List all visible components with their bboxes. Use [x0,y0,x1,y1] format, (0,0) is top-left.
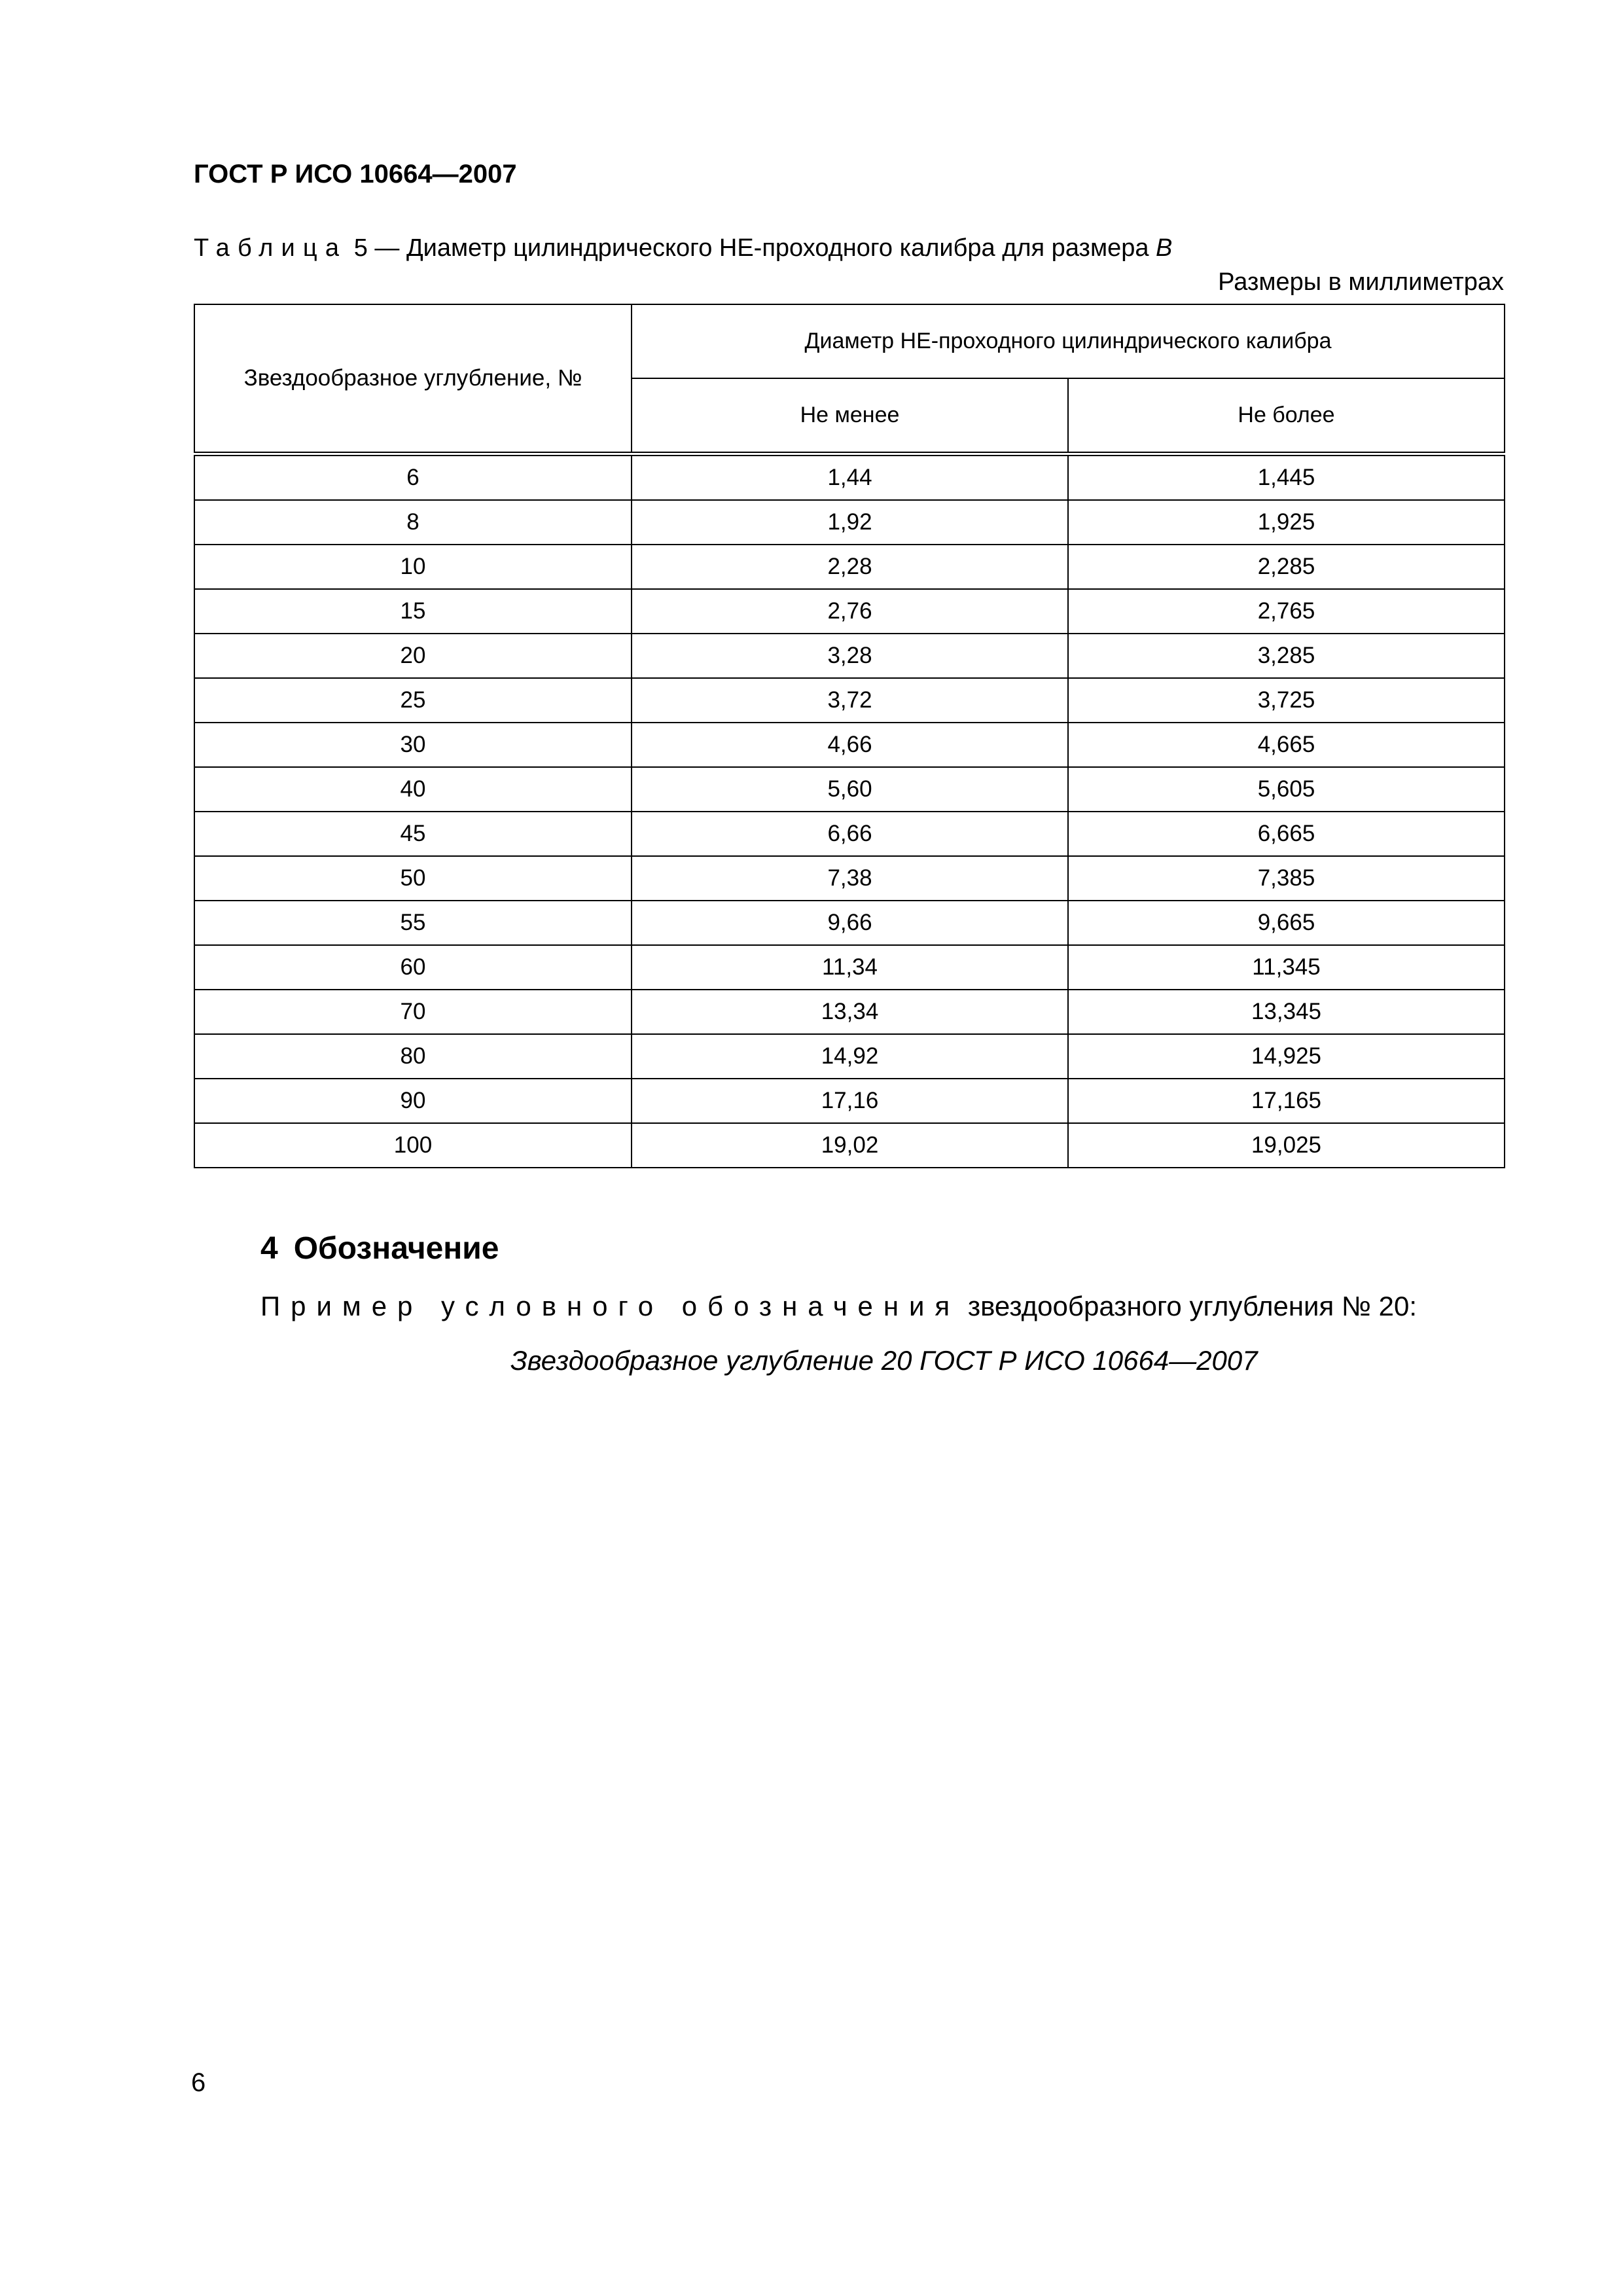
column-header-recess: Звездообразное углубление, № [194,304,632,454]
cell-diameter-max: 11,345 [1068,945,1505,990]
cell-recess-number: 6 [194,454,632,501]
designation-example: Звездообразное углубление 20 ГОСТ Р ИСО 10664—2007 [510,1345,1258,1376]
cell-diameter-min: 3,72 [632,678,1068,723]
table-row [194,723,1505,767]
cell-diameter-max: 7,385 [1068,856,1505,901]
section-title: Обозначение [293,1231,499,1266]
cell-diameter-min: 17,16 [632,1079,1068,1123]
table-body [194,454,1505,1168]
cell-recess-number: 15 [194,589,632,634]
table-row [194,545,1505,589]
table-caption-symbol: B [1156,234,1173,262]
cell-diameter-max: 14,925 [1068,1034,1505,1079]
table-row [194,678,1505,723]
cell-diameter-max: 4,665 [1068,723,1505,767]
cell-diameter-min: 2,28 [632,545,1068,589]
column-header-min: Не менее [632,378,1068,454]
cell-recess-number: 55 [194,901,632,945]
cell-recess-number: 10 [194,545,632,589]
section-number: 4 [260,1231,278,1266]
table-row [194,901,1505,945]
example-label: Пример условного обозначения [260,1291,961,1321]
cell-diameter-max: 9,665 [1068,901,1505,945]
table-row [194,1034,1505,1079]
table-row [194,634,1505,678]
table-caption-number: 5 [353,234,368,262]
cell-recess-number: 60 [194,945,632,990]
table-row [194,454,1505,501]
cell-diameter-max: 3,725 [1068,678,1505,723]
page-number: 6 [191,2068,206,2097]
gauge-diameter-table [194,304,1505,1168]
cell-diameter-min: 2,76 [632,589,1068,634]
cell-diameter-min: 4,66 [632,723,1068,767]
cell-diameter-max: 2,285 [1068,545,1505,589]
table-header-row [194,304,1505,378]
cell-diameter-min: 13,34 [632,990,1068,1034]
cell-recess-number: 90 [194,1079,632,1123]
cell-recess-number: 25 [194,678,632,723]
cell-diameter-min: 1,44 [632,454,1068,501]
units-note: Размеры в миллиметрах [1218,268,1504,296]
cell-diameter-min: 3,28 [632,634,1068,678]
table-row [194,589,1505,634]
cell-diameter-max: 3,285 [1068,634,1505,678]
cell-diameter-max: 19,025 [1068,1123,1505,1168]
cell-diameter-min: 11,34 [632,945,1068,990]
table-caption [194,234,1172,262]
table-row [194,767,1505,812]
cell-recess-number: 50 [194,856,632,901]
cell-diameter-max: 1,445 [1068,454,1505,501]
cell-recess-number: 30 [194,723,632,767]
cell-diameter-min: 7,38 [632,856,1068,901]
cell-diameter-max: 17,165 [1068,1079,1505,1123]
cell-recess-number: 20 [194,634,632,678]
cell-recess-number: 8 [194,500,632,545]
table-row [194,1123,1505,1168]
cell-diameter-min: 6,66 [632,812,1068,856]
table-row [194,945,1505,990]
document-code-header: ГОСТ Р ИСО 10664—2007 [194,160,517,188]
cell-recess-number: 45 [194,812,632,856]
table-row [194,856,1505,901]
example-text: звездообразного углубления № 20: [967,1291,1418,1321]
cell-diameter-max: 5,605 [1068,767,1505,812]
cell-recess-number: 80 [194,1034,632,1079]
cell-diameter-min: 1,92 [632,500,1068,545]
cell-diameter-max: 1,925 [1068,500,1505,545]
example-paragraph [260,1291,1417,1322]
cell-diameter-max: 6,665 [1068,812,1505,856]
table-row [194,500,1505,545]
cell-recess-number: 70 [194,990,632,1034]
cell-diameter-min: 19,02 [632,1123,1068,1168]
table-row [194,1079,1505,1123]
cell-diameter-min: 5,60 [632,767,1068,812]
cell-diameter-max: 13,345 [1068,990,1505,1034]
cell-recess-number: 40 [194,767,632,812]
cell-diameter-min: 9,66 [632,901,1068,945]
cell-recess-number: 100 [194,1123,632,1168]
table-row [194,990,1505,1034]
table-row [194,812,1505,856]
table-caption-word: Таблица [194,234,348,262]
cell-diameter-max: 2,765 [1068,589,1505,634]
table-caption-text: — Диаметр цилиндрического НЕ-проходного калибра для размера [374,234,1149,262]
column-header-max: Не более [1068,378,1505,454]
column-header-diameter-group: Диаметр НЕ-проходного цилиндрического калибра [632,304,1505,378]
cell-diameter-min: 14,92 [632,1034,1068,1079]
section-heading [260,1230,499,1266]
